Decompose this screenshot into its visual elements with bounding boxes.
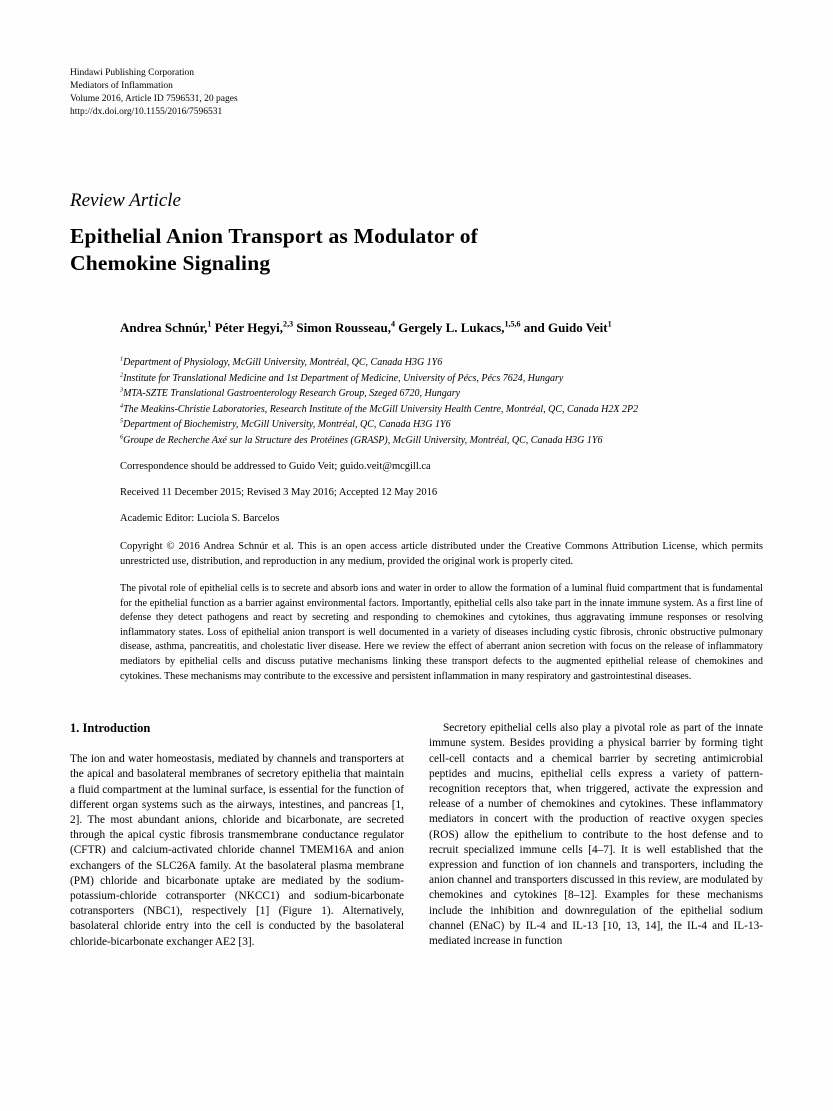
- publisher-name: Hindawi Publishing Corporation: [70, 68, 195, 78]
- affiliation-number: 6: [120, 433, 124, 441]
- right-column: [429, 721, 763, 950]
- affiliation-text: Department of Physiology, McGill University, Montréal, QC, Canada H3G 1Y6: [123, 357, 443, 368]
- article-type-label: Review Article: [70, 190, 181, 211]
- affiliation-text: Department of Biochemistry, McGill University, Montréal, QC, Canada H3G 1Y6: [123, 419, 451, 430]
- editor-line: Academic Editor: Luciola S. Barcelos: [120, 513, 280, 524]
- authors-line: [120, 319, 763, 336]
- author-affiliation-marker: 2,3: [283, 319, 294, 329]
- author-affiliation-marker: 1: [207, 319, 212, 329]
- author-name: and Guido Veit: [520, 320, 608, 335]
- author-name: Gergely L. Lukacs,: [395, 320, 505, 335]
- affiliation-item: [120, 355, 763, 371]
- affiliation-text: The Meakins-Christie Laboratories, Research Institute of the McGill University Health Centre, Montréal, QC, Canada H2X 2P2: [123, 403, 639, 415]
- affiliation-number: 4: [120, 402, 124, 410]
- introduction-paragraph-2: Secretory epithelial cells also play a pivotal role as part of the innate immune system. Besides providing a physical barrier by forming tight cell-cell contacts and a chemical barrier by secreting antimicrobial peptides and mucins, epithelial cells express a variety of pattern-recognition receptors that, when triggered, activate the expression and release of a number of chemokines and cytokines. These inflammatory mediators in concert with the production of reactive oxygen species (ROS) allow the epithelium to contribute to the host defense and to recruit specialized immune cells [4–7]. It is well established that the expression and function of ion channels and transporters, including the anion channel and transporters discussed in this review, are modulated by chemokines and cytokines [8–12]. Examples for these mechanisms include the inhibition and downregulation of the epithelial sodium channel (ENaC) by IL-4 and IL-13 [10, 13, 14], the IL-4 and IL-13-mediated increase in function: [429, 722, 763, 947]
- volume-info: Volume 2016, Article ID 7596531, 20 pages: [70, 94, 238, 104]
- page-content: [70, 0, 763, 950]
- journal-name: Mediators of Inflammation: [70, 81, 173, 91]
- affiliation-item: [120, 433, 763, 449]
- correspondence-line: [120, 460, 763, 474]
- affiliation-item: [120, 371, 763, 387]
- article-title: [70, 223, 763, 277]
- affiliation-text: Institute for Translational Medicine and 1st Department of Medicine, University of Pécs, Pécs 7624, Hungary: [123, 372, 564, 384]
- author-name: Andrea Schnúr,: [120, 320, 208, 335]
- affiliation-text: Groupe de Recherche Axé sur la Structure des Protéines (GRASP), McGill University, Montréal, QC, Canada H3G 1Y6: [123, 434, 603, 446]
- title-line-1: Epithelial Anion Transport as Modulator of: [70, 224, 479, 248]
- affiliation-number: 5: [120, 417, 124, 425]
- author-name: Simon Rousseau,: [293, 320, 391, 335]
- affiliations-list: [120, 355, 763, 448]
- dates-line: Received 11 December 2015; Revised 3 May 2016; Accepted 12 May 2016: [120, 487, 438, 498]
- body-columns: [70, 721, 763, 950]
- affiliation-number: 3: [120, 386, 124, 394]
- section-heading-introduction: 1. Introduction: [70, 721, 151, 736]
- publisher-header: [70, 0, 763, 119]
- author-affiliation-marker: 4: [391, 319, 396, 329]
- affiliation-number: 2: [120, 371, 124, 379]
- abstract-text: The pivotal role of epithelial cells is to secrete and absorb ions and water in order to allow the formation of a luminal fluid compartment that is fundamental for the epithelial function as a barrier against environmental factors. Importantly, epithelial cells also take part in the innate immune system. As a first line of defense they detect pathogens and react by secreting and responding to chemokines and cytokines, thus aggravating immune responses or resolving inflammatory states. Loss of epithelial anion transport is well documented in a variety of diseases including cystic fibrosis, chronic obstructive pulmonary disease, asthma, pancreatitis, and cholestatic liver disease. Here we review the effect of aberrant anion secretion with focus on the release of inflammatory mediators by epithelial cells and discuss putative mechanisms linking these transport defects to the augmented epithelial release of chemokines and cytokines. These mechanisms may contribute to the excessive and persistent inflammation in many respiratory and gastrointestinal diseases.: [120, 583, 763, 682]
- affiliation-item: [120, 386, 763, 402]
- left-column: [70, 721, 404, 950]
- correspondence-text: Correspondence should be addressed to Guido Veit;: [120, 461, 340, 472]
- affiliation-item: [120, 402, 763, 418]
- affiliation-number: 1: [120, 355, 124, 363]
- affiliation-item: [120, 417, 763, 433]
- affiliation-text: MTA-SZTE Translational Gastroenterology Research Group, Szeged 6720, Hungary: [123, 388, 461, 399]
- title-line-2: Chemokine Signaling: [70, 251, 271, 275]
- front-matter: [120, 319, 763, 684]
- doi-link[interactable]: http://dx.doi.org/10.1155/2016/7596531: [70, 107, 223, 117]
- author-name: Péter Hegyi,: [211, 320, 284, 335]
- author-affiliation-marker: 1: [607, 319, 612, 329]
- author-affiliation-marker: 1,5,6: [504, 319, 521, 329]
- copyright-text: Copyright © 2016 Andrea Schnúr et al. This is an open access article distributed under the Creative Commons Attribution License, which permits unrestricted use, distribution, and reproduction in any medium, provided the original work is properly cited.: [120, 541, 763, 567]
- introduction-paragraph-1: The ion and water homeostasis, mediated by channels and transporters at the apical and basolateral membranes of secretory epithelia that maintain a fluid compartment at the luminal surface, is essential for the function of different organ systems such as the airways, intestines, and pancreas [1, 2]. The most abundant anions, chloride and bicarbonate, are secreted through the apical cystic fibrosis transmembrane conductance regulator (CFTR) and calcium-activated chloride channel TMEM16A and anion exchangers of the SLC26A family. At the basolateral plasma membrane (PM) chloride and bicarbonate uptake are mediated by the sodium-potassium-chloride cotransporter (NKCC1) and sodium-bicarbonate cotransporters (NBC1), respectively [1] (Figure 1). Alternatively, basolateral chloride entry into the cell is conducted by the basolateral chloride-bicarbonate exchanger AE2 [3].: [70, 753, 404, 948]
- correspondence-email-link[interactable]: guido.veit@mcgill.ca: [339, 461, 431, 472]
